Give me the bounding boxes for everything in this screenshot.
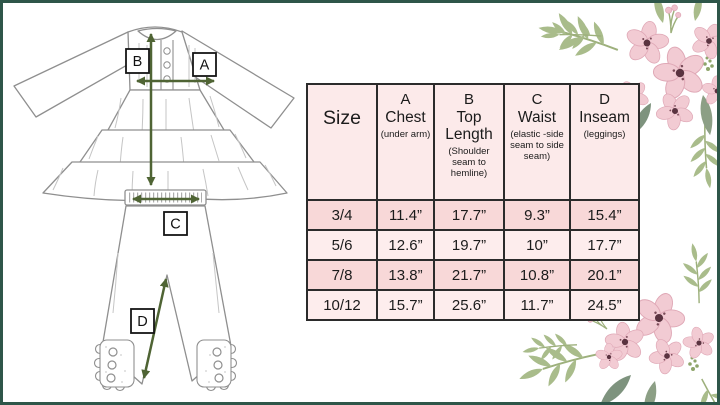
cell-waist: 10” [504, 230, 570, 260]
column-note: (under arm) [380, 128, 431, 140]
table-row [307, 290, 639, 320]
cell-inseam: 17.7” [570, 230, 639, 260]
label-letter-top-length: B [132, 54, 143, 70]
column-name: Chest [385, 108, 426, 126]
column-name: Waist [517, 108, 557, 126]
column-letter: C [531, 91, 543, 108]
cell-top-length: 19.7” [434, 230, 504, 260]
label-box-waist [164, 212, 187, 235]
column-letter: B [463, 91, 474, 108]
column-header-size: Size [307, 84, 377, 200]
dress-left-sleeve [14, 32, 136, 117]
cell-waist: 9.3” [504, 200, 570, 230]
cell-chest: 15.7” [377, 290, 434, 320]
column-header-top-length [434, 84, 504, 200]
label-letter-chest: A [199, 57, 210, 74]
cell-top-length: 25.6” [434, 290, 504, 320]
column-note: (elastic -side seam to side seam) [510, 128, 564, 163]
dress-illustration [14, 27, 294, 201]
cell-inseam: 24.5” [570, 290, 639, 320]
label-letter-waist: C [170, 216, 181, 233]
column-name: Inseam [579, 108, 630, 126]
cell-size: 10/12 [307, 290, 377, 320]
column-name: Top Length [445, 108, 493, 143]
cell-inseam: 15.4” [570, 200, 639, 230]
column-header-chest [377, 84, 434, 200]
cell-inseam: 20.1” [570, 260, 639, 290]
cell-top-length: 21.7” [434, 260, 504, 290]
label-letter-inseam: D [137, 314, 148, 330]
table-row [307, 200, 639, 230]
size-table [306, 83, 640, 321]
cell-size: 3/4 [307, 200, 377, 230]
dress-buttons [164, 48, 170, 82]
right-ruffle-cuff [197, 340, 237, 391]
column-header-waist [504, 84, 570, 200]
label-box-inseam [131, 309, 154, 333]
column-note: (leggings) [583, 128, 626, 140]
column-letter: D [599, 91, 610, 108]
left-ruffle-cuff [95, 340, 135, 391]
cell-waist: 11.7” [504, 290, 570, 320]
table-row [307, 260, 639, 290]
table-row [307, 230, 639, 260]
label-box-top-length [126, 49, 149, 73]
column-header-inseam [570, 84, 639, 200]
cell-waist: 10.8” [504, 260, 570, 290]
cell-chest: 12.6” [377, 230, 434, 260]
cell-chest: 11.4” [377, 200, 434, 230]
cell-chest: 13.8” [377, 260, 434, 290]
cell-size: 5/6 [307, 230, 377, 260]
cell-size: 7/8 [307, 260, 377, 290]
column-note: (Shoulder seam to hemline) [448, 145, 490, 180]
column-letter: A [400, 91, 411, 108]
flower-icon [621, 17, 674, 68]
cell-top-length: 17.7” [434, 200, 504, 230]
table-header-row [307, 84, 639, 200]
label-box-chest [193, 53, 216, 76]
